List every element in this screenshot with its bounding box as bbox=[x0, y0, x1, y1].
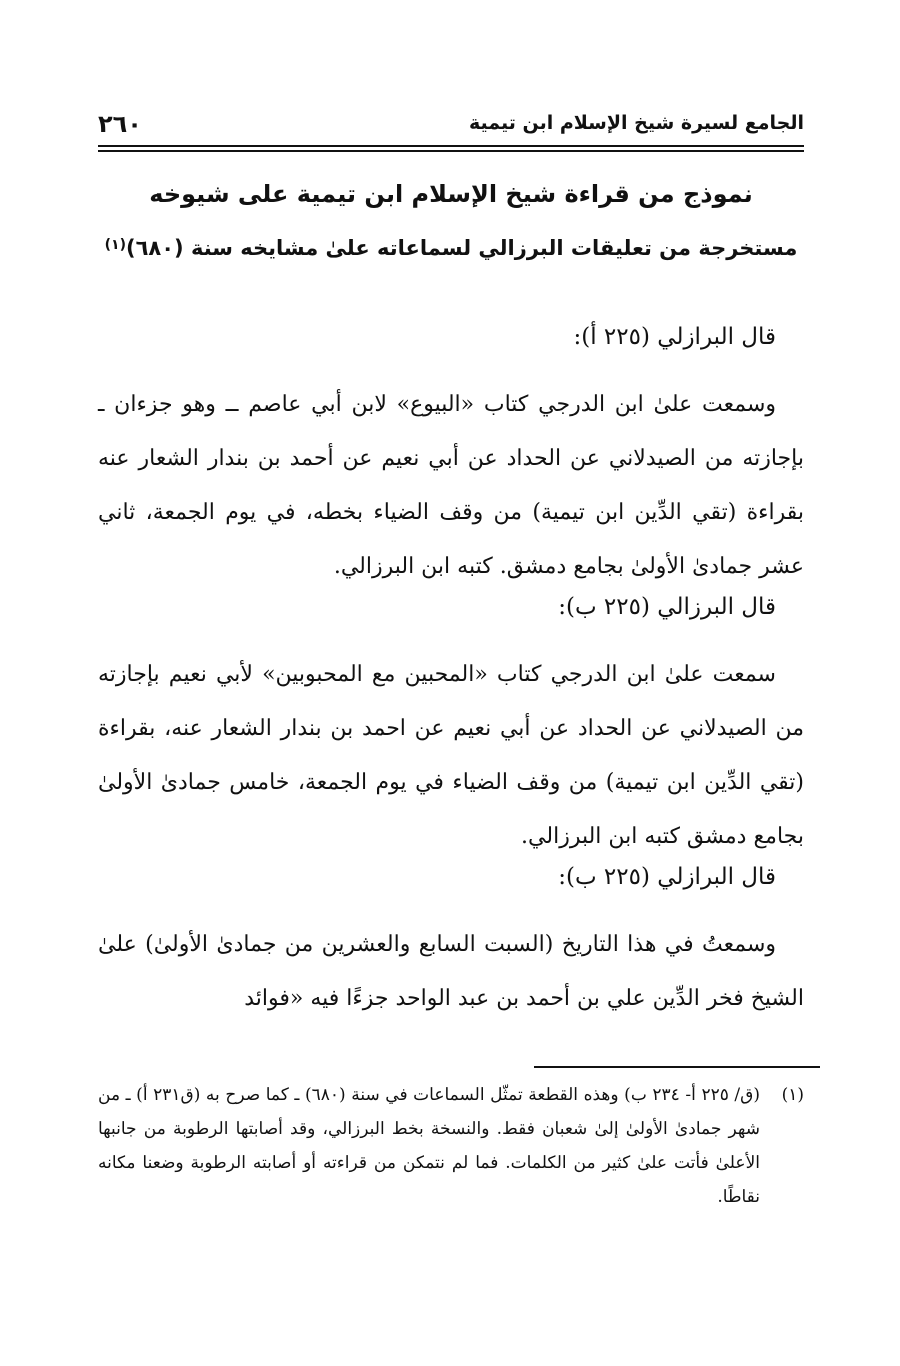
section-heading: قال البرازلي (٢٢٥ أ): bbox=[573, 324, 776, 350]
section-paragraph: وسمعت علىٰ ابن الدرجي كتاب «البيوع» لابن أبي عاصم ــ وهو جزءان ـ بإجازته من الصيدلاني عن الحداد عن أبي نعيم عن أحمد بن بندار الشعار عنه بقراءة (تقي الدِّين ابن تيمية) من وقف الضياء بخطه، في يوم الجمعة، ثاني عشر جمادىٰ الأولىٰ بجامع دمشق. كتبه ابن البرزالي. bbox=[98, 392, 804, 579]
footnote-separator bbox=[534, 1066, 820, 1068]
section-heading: قال البرازلي (٢٢٥ ب): bbox=[558, 864, 776, 890]
running-title: الجامع لسيرة شيخ الإسلام ابن تيمية bbox=[468, 112, 804, 134]
header-rule bbox=[98, 150, 804, 152]
footnote bbox=[98, 1078, 804, 1214]
section-paragraph: سمعت علىٰ ابن الدرجي كتاب «المحبين مع المحبوبين» لأبي نعيم بإجازته من الصيدلاني عن الحداد عن أبي نعيم عن احمد بن بندار الشعار عنه، بقراءة (تقي الدِّين ابن تيمية) من وقف الضياء في يوم الجمعة، خامس جمادىٰ الأولىٰ بجامع دمشق كتبه ابن البرزالي. bbox=[98, 662, 804, 849]
header-rule bbox=[98, 145, 804, 147]
page-title: نموذج من قراءة شيخ الإسلام ابن تيمية على شيوخه bbox=[149, 180, 753, 208]
page-subtitle bbox=[98, 236, 804, 260]
section-heading: قال البرزالي (٢٢٥ ب): bbox=[558, 594, 776, 620]
footnote-text: (ق/ ٢٢٥ أ- ٢٣٤ ب) وهذه القطعة تمثّل السماعات في سنة (٦٨٠) ـ كما صرح به (ق٢٣١ أ) ـ من شهر جمادىٰ الأولىٰ إلىٰ شعبان فقط. والنسخة بخط البرزالي، وقد أصابتها الرطوبة من جانبها الأعلىٰ فأتت علىٰ كثير من الكلمات. فما لم نتمكن من قراءته أو أصابته الرطوبة وضعنا مكانه نقاطًا. bbox=[98, 1085, 760, 1207]
section-paragraph: وسمعتُ في هذا التاريخ (السبت السابع والعشرين من جمادىٰ الأولىٰ) علىٰ الشيخ فخر الدِّين علي بن أحمد بن عبد الواحد جزءًا فيه «فوائد bbox=[98, 932, 804, 1011]
running-header bbox=[98, 112, 804, 146]
page-number: ٢٦٠ bbox=[98, 110, 142, 138]
subtitle-text: مستخرجة من تعليقات البرزالي لسماعاته علىٰ مشايخه سنة (٦٨٠) bbox=[125, 236, 798, 260]
footnote-marker: (١) bbox=[781, 1085, 804, 1105]
footnote-reference: (١) bbox=[104, 237, 126, 253]
